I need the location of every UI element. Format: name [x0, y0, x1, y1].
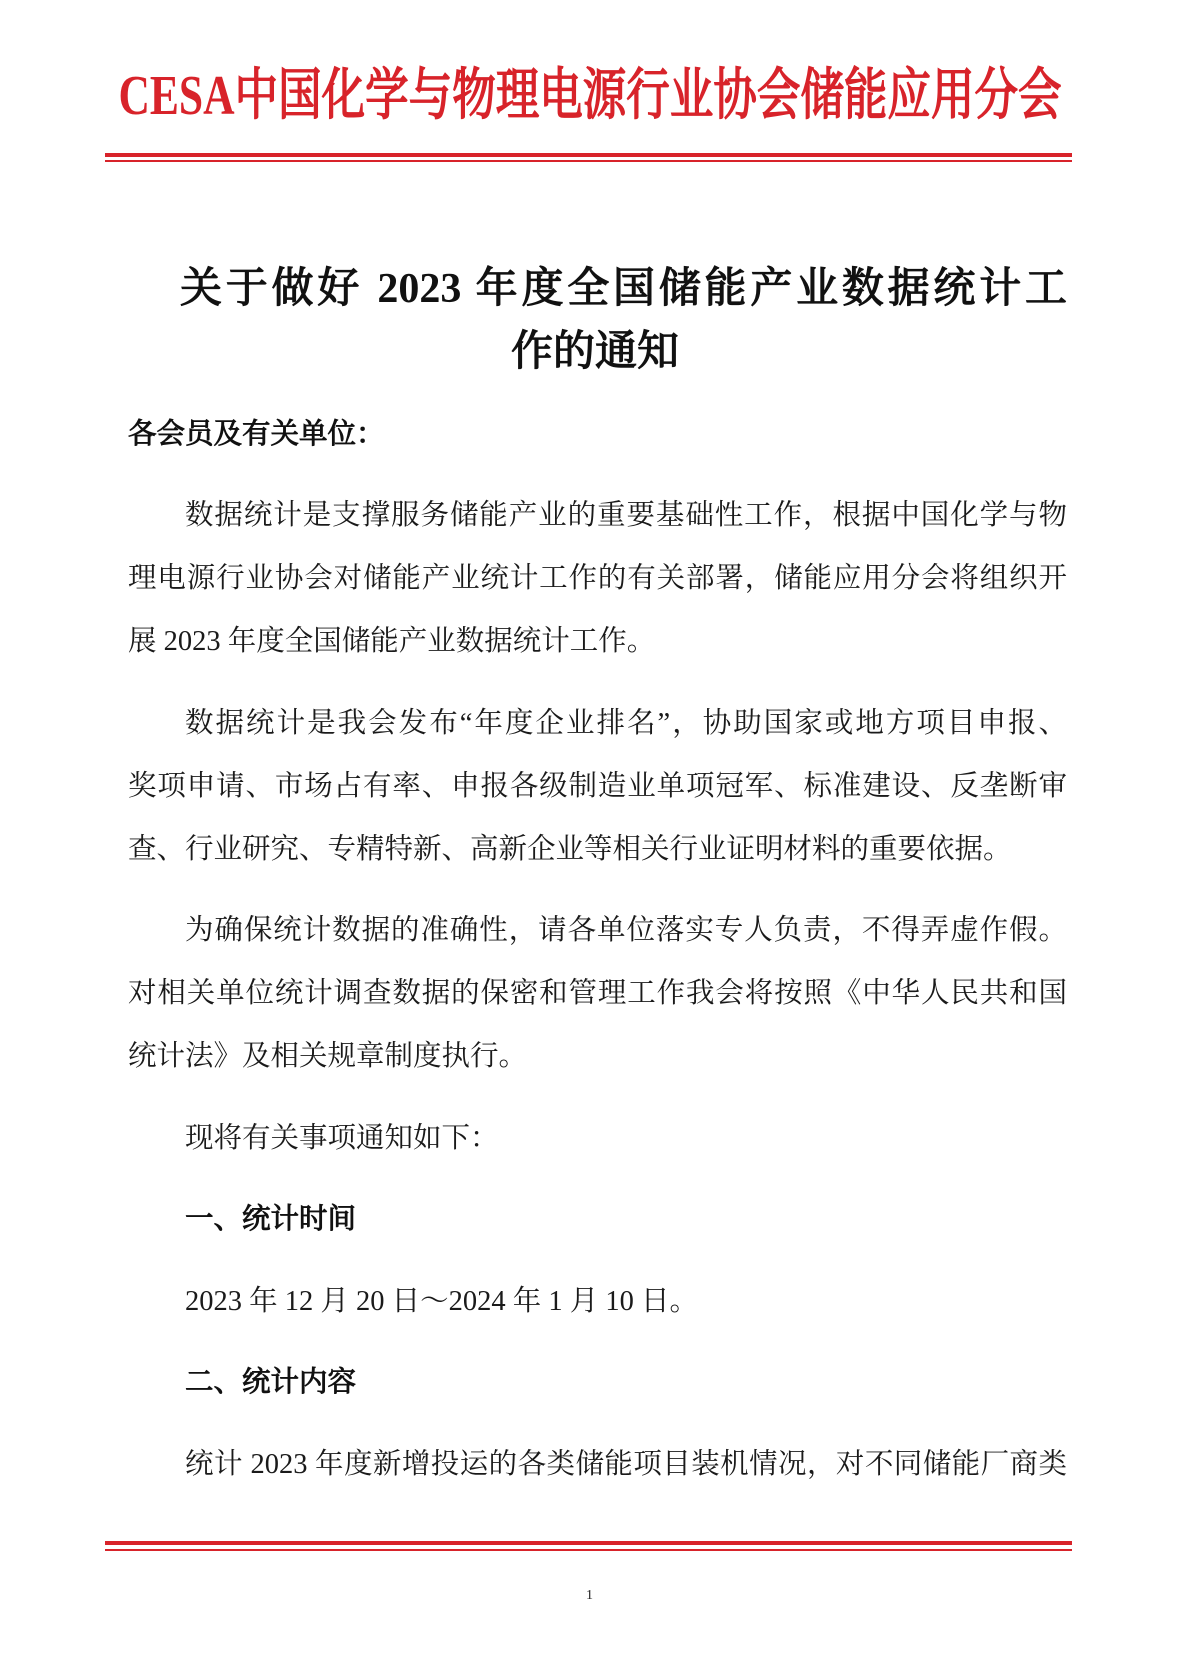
letterhead-rule-thin	[105, 160, 1072, 162]
paragraph	[128, 692, 1067, 881]
section-text-line: 统计 2023 年度新增投运的各类储能项目装机情况，对不同储能厂商类	[185, 1448, 1067, 1480]
section-text	[128, 1270, 1067, 1333]
section-text	[128, 1433, 1067, 1496]
title-line: 作的通知	[510, 328, 679, 375]
paragraph	[128, 484, 1067, 673]
paragraph-line: 查、行业研究、专精特新、高新企业等相关行业证明材料的重要依据。	[128, 833, 1012, 865]
footer-rule-thin	[105, 1549, 1072, 1551]
paragraph-line: 数据统计是支撑服务储能产业的重要基础性工作，根据中国化学与物	[185, 500, 1067, 531]
paragraph-line: 为确保统计数据的准确性，请各单位落实专人负责，不得弄虚作假。	[185, 915, 1067, 946]
document-body	[128, 403, 1067, 1496]
paragraph-line: 现将有关事项通知如下：	[185, 1122, 499, 1154]
paragraph-line: 理电源行业协会对储能产业统计工作的有关部署，储能应用分会将组织开	[128, 563, 1067, 594]
paragraph-line: 对相关单位统计调查数据的保密和管理工作我会将按照《中华人民共和国	[128, 978, 1067, 1009]
salutation: 各会员及有关单位：	[128, 418, 385, 450]
section-heading: 二、统计内容	[185, 1367, 357, 1398]
section-text-line: 2023 年 12 月 20 日～2024 年 1 月 10 日。	[185, 1285, 699, 1317]
footer-rule-thick	[105, 1541, 1072, 1545]
section	[128, 1188, 1067, 1251]
paragraph-line: 展 2023 年度全国储能产业数据统计工作。	[128, 626, 656, 657]
title-line: 关于做好 2023 年度全国储能产业数据统计工	[180, 265, 1067, 312]
paragraph-line: 数据统计是我会发布“年度企业排名”，协助国家或地方项目申报、	[185, 707, 1067, 739]
paragraph	[128, 1107, 1067, 1170]
letterhead-org-name: CESA中国化学与物理电源行业协会储能应用分会	[117, 65, 1062, 127]
page-number: 1	[586, 1588, 593, 1603]
paragraph-line: 奖项申请、市场占有率、申报各级制造业单项冠军、标准建设、反垄断审	[128, 770, 1067, 802]
paragraph	[128, 899, 1067, 1088]
section	[128, 1351, 1067, 1414]
letterhead-rule-thick	[105, 153, 1072, 157]
section-heading: 一、统计时间	[185, 1204, 357, 1235]
paragraph-line: 统计法》及相关规章制度执行。	[128, 1041, 528, 1072]
